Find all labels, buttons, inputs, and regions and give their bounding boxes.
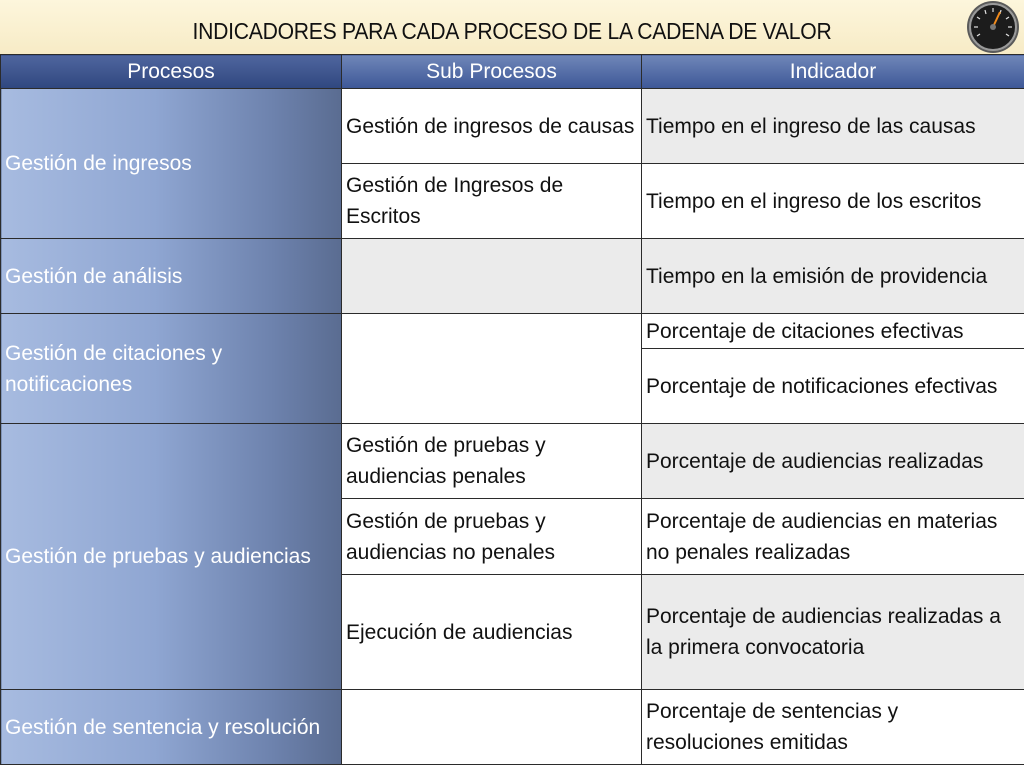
header-subprocesos: Sub Procesos <box>342 55 642 89</box>
table-row <box>1 424 1024 499</box>
header-indicador: Indicador <box>642 55 1024 89</box>
indicator-cell: Tiempo en el ingreso de los escritos <box>642 164 1024 239</box>
table-row <box>1 314 1024 349</box>
subprocess-cell <box>342 314 642 424</box>
indicator-cell: Tiempo en el ingreso de las causas <box>642 89 1024 164</box>
indicator-cell: Porcentaje de audiencias en materias no penales realizadas <box>642 499 1024 575</box>
indicator-cell: Porcentaje de audiencias realizadas a la primera convocatoria <box>642 575 1024 690</box>
process-cell: Gestión de pruebas y audiencias <box>1 424 342 690</box>
indicator-cell: Porcentaje de citaciones efectivas <box>642 314 1024 349</box>
indicators-table <box>0 54 1024 765</box>
title-bar <box>0 0 1024 54</box>
indicator-cell: Tiempo en la emisión de providencia <box>642 239 1024 314</box>
indicator-cell: Porcentaje de sentencias y resoluciones emitidas <box>642 690 1024 765</box>
process-cell: Gestión de análisis <box>1 239 342 314</box>
table-row <box>1 89 1024 164</box>
indicator-cell: Porcentaje de audiencias realizadas <box>642 424 1024 499</box>
header-procesos: Procesos <box>1 55 342 89</box>
subprocess-cell <box>342 690 642 765</box>
process-cell: Gestión de ingresos <box>1 89 342 239</box>
subprocess-cell: Gestión de ingresos de causas <box>342 89 642 164</box>
table-row <box>1 690 1024 765</box>
process-cell: Gestión de sentencia y resolución <box>1 690 342 765</box>
indicator-cell: Porcentaje de notificaciones efectivas <box>642 349 1024 424</box>
subprocess-cell: Gestión de pruebas y audiencias penales <box>342 424 642 499</box>
subprocess-cell: Gestión de pruebas y audiencias no penales <box>342 499 642 575</box>
subprocess-cell: Gestión de Ingresos de Escritos <box>342 164 642 239</box>
header-row <box>1 55 1024 89</box>
subprocess-cell <box>342 239 642 314</box>
page-title: INDICADORES PARA CADA PROCESO DE LA CADENA DE VALOR <box>192 18 832 44</box>
table-row <box>1 239 1024 314</box>
subprocess-cell: Ejecución de audiencias <box>342 575 642 690</box>
process-cell: Gestión de citaciones y notificaciones <box>1 314 342 424</box>
speedometer-icon <box>964 0 1022 54</box>
